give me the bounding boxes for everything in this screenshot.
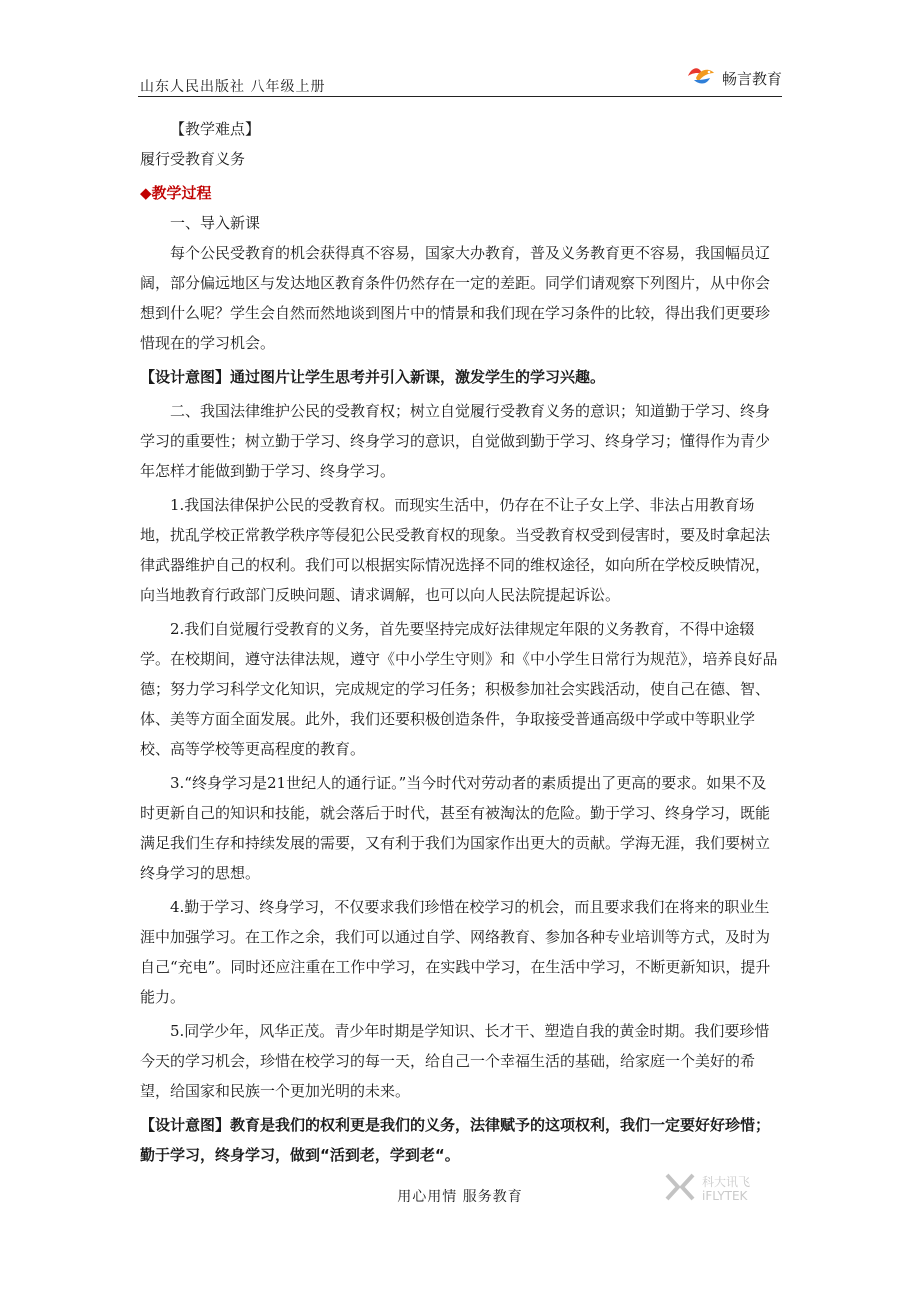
design-intent-1: 【设计意图】通过图片让学生思考并引入新课，激发学生的学习兴趣。: [140, 368, 606, 386]
iflytek-en: iFLYTEK: [701, 1189, 748, 1203]
iflytek-cn: 科大讯飞: [701, 1175, 750, 1189]
point-4-paragraph: 4.勤于学习、终身学习，不仅要求我们珍惜在校学习的机会，而且要求我们在将来的职业生涯中加强学习。在工作之余，我们可以通过自学、网络教育、参加各种专业培训等方式，及时为自己“充电”。同时还应注重在工作中学习，在实践中学习，在生活中学习，不断更新知识，提升能力。: [140, 898, 771, 1006]
iflytek-logo: [664, 1172, 750, 1206]
document-body: [140, 114, 780, 1170]
changyan-bird-icon: [686, 64, 716, 92]
header-publisher: 山东人民出版社 八年级上册: [140, 79, 326, 95]
section-2-paragraph: 二、我国法律维护公民的受教育权；树立自觉履行受教育义务的意识；知道勤于学习、终身学习的重要性；树立勤于学习、终身学习的意识，自觉做到勤于学习、终身学习；懂得作为青少年怎样才能做到勤于学习、终身学习。: [140, 402, 771, 480]
section-1-title: 一、导入新课: [170, 214, 261, 232]
point-3-paragraph: 3.“终身学习是21世纪人的通行证。”当今时代对劳动者的素质提出了更高的要求。如果不及时更新自己的知识和技能，就会落后于时代，甚至有被淘汰的危险。勤于学习、终身学习，既能满足我们生存和持续发展的需要，又有利于我们为国家作出更大的贡献。学海无涯，我们要树立终身学习的思想。: [140, 774, 771, 882]
difficulty-text: 履行受教育义务: [140, 150, 246, 168]
header-brand: [686, 64, 782, 92]
header-divider: [138, 96, 782, 97]
point-1-paragraph: 1.我国法律保护公民的受教育权。而现实生活中，仍存在不让子女上学、非法占用教育场地，扰乱学校正常教学秩序等侵犯公民受教育权的现象。当受教育权受到侵害时，要及时拿起法律武器维护自己的权利。我们可以根据实际情况选择不同的维权途径，如向所在学校反映情况，向当地教育行政部门反映问题、请求调解，也可以向人民法院提起诉讼。: [140, 496, 771, 604]
footer-slogan: 用心用情 服务教育: [397, 1189, 523, 1205]
iflytek-x-icon: [664, 1172, 696, 1206]
difficulty-heading: 【教学难点】: [170, 120, 261, 138]
design-intent-2: 【设计意图】教育是我们的权利更是我们的义务，法律赋予的这项权利，我们一定要好好珍惜；勤于学习，终身学习，做到“活到老，学到老“。: [140, 1116, 771, 1164]
process-heading: ◆教学过程: [140, 184, 212, 202]
brand-name: 畅言教育: [721, 69, 782, 88]
point-5-paragraph: 5.同学少年，风华正茂。青少年时期是学知识、长才干、塑造自我的黄金时期。我们要珍惜今天的学习机会，珍惜在校学习的每一天，给自己一个幸福生活的基础，给家庭一个美好的希望，给国家和民族一个更加光明的未来。: [140, 1022, 770, 1100]
point-2-paragraph: 2.我们自觉履行受教育的义务，首先要坚持完成好法律规定年限的义务教育，不得中途辍学。在校期间，遵守法律法规，遵守《中小学生守则》和《中小学生日常行为规范》，培养良好品德；努力学习科学文化知识，完成规定的学习任务；积极参加社会实践活动，使自己在德、智、体、美等方面全面发展。此外，我们还要积极创造条件，争取接受普通高级中学或中等职业学校、高等学校等更高程度的教育。: [140, 620, 778, 758]
section-1-paragraph: 每个公民受教育的机会获得真不容易，国家大办教育，普及义务教育更不容易，我国幅员辽阔，部分偏远地区与发达地区教育条件仍然存在一定的差距。同学们请观察下列图片，从中你会想到什么呢？学生会自然而然地谈到图片中的情景和我们现在学习条件的比较，得出我们更要珍惜现在的学习机会。: [140, 244, 771, 352]
